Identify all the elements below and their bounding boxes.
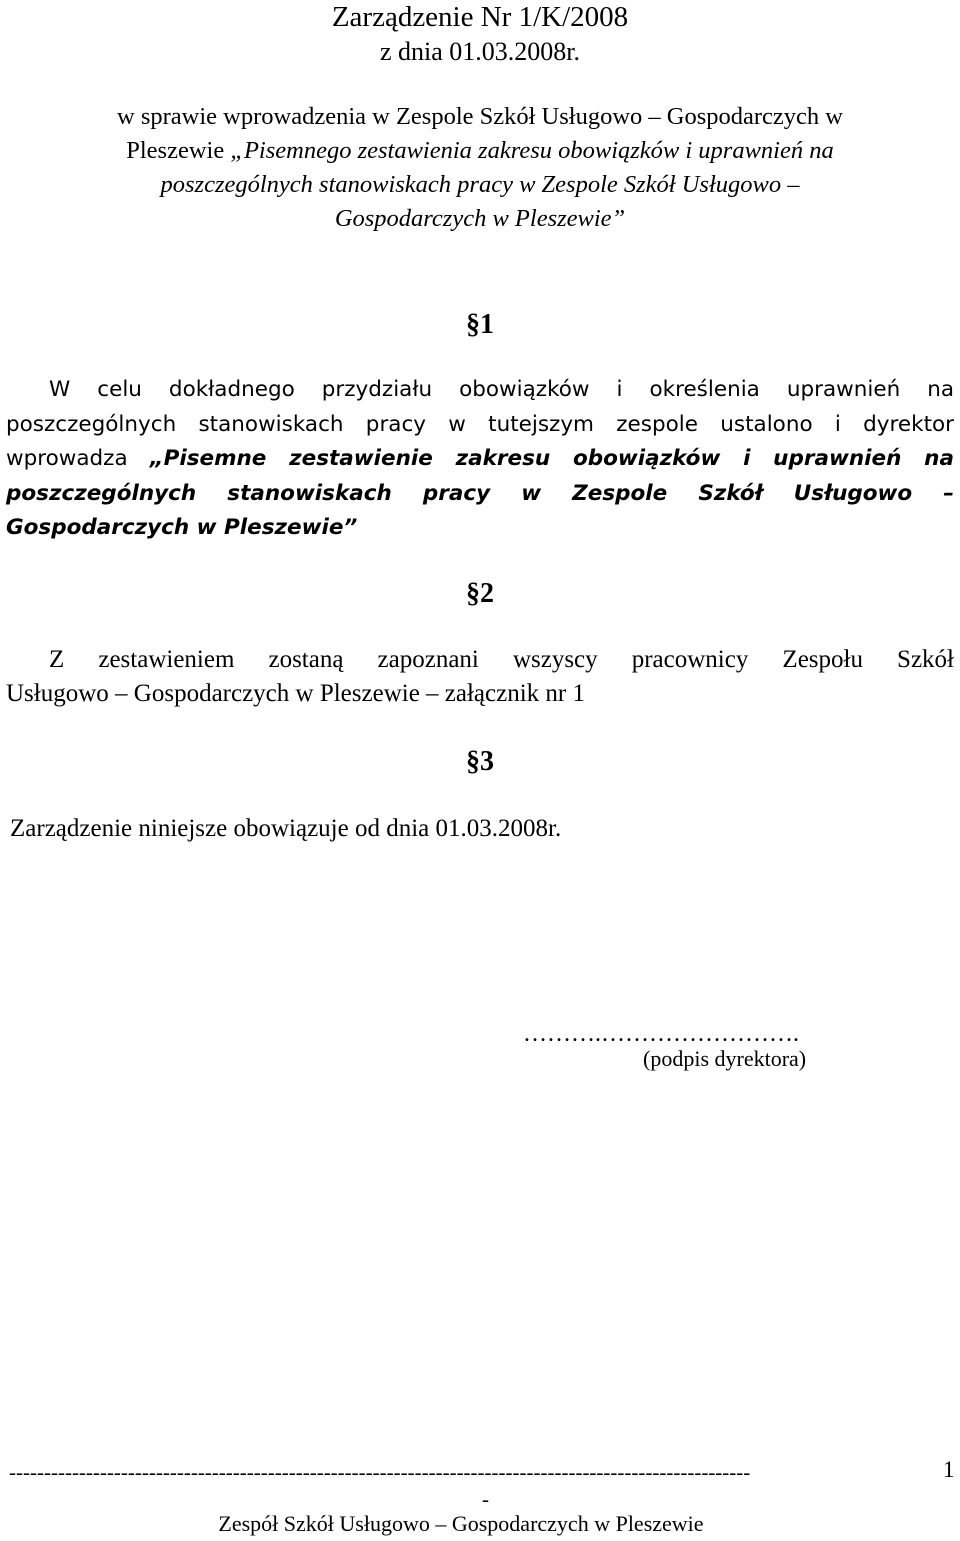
subject-line-2-plain: Pleszewie: [126, 137, 231, 164]
section-1-symbol: §1: [466, 309, 494, 340]
subject-line-2-italic: „Pisemnego zestawienia zakresu obowiązków i uprawnień na: [230, 137, 834, 164]
section-1-line-3-plain: wprowadza: [6, 446, 150, 472]
signature-caption: (podpis dyrektora): [643, 1046, 807, 1071]
subject-line-4: Gospodarczych w Pleszewie”: [334, 205, 626, 232]
section-1-paragraph: [6, 373, 954, 546]
section-3-text: Zarządzenie niniejsze obowiązuje od dnia 01.03.2008r.: [10, 815, 562, 842]
subject-line-2: [0, 134, 960, 168]
section-1-line-1: W celu dokładnego przydziału obowiązków i określenia uprawnień na: [49, 377, 954, 402]
document-title: Zarządzenie Nr 1/K/2008: [331, 1, 629, 33]
subject-line-3: poszczególnych stanowiskach pracy w Zespole Szkół Usługowo –: [160, 171, 800, 198]
footer-separator: ----------------------------------------------------------------------------------------------------------: [9, 1460, 751, 1484]
section-1-line-3-italic: „Pisemne zestawienie zakresu obowiązków i uprawnień na: [149, 446, 954, 472]
footer-dash: -: [482, 1487, 489, 1511]
page-number: 1: [943, 1457, 955, 1482]
section-1-line-5: Gospodarczych w Pleszewie”: [6, 515, 358, 541]
document-subject: [0, 100, 960, 236]
footer-school-name: Zespół Szkół Usługowo – Gospodarczych w Pleszewie: [218, 1511, 704, 1536]
section-2-line-2: Usługowo – Gospodarczych w Pleszewie – załącznik nr 1: [6, 680, 585, 707]
subject-line-1: w sprawie wprowadzenia w Zespole Szkół Usługowo – Gospodarczych w: [117, 103, 843, 130]
section-2-paragraph: [6, 643, 954, 711]
signature-line: ……….…………………….: [523, 1021, 799, 1047]
section-3-symbol: §3: [466, 746, 494, 777]
document-date: z dnia 01.03.2008r.: [379, 37, 581, 66]
section-1-line-3: [6, 442, 954, 477]
section-2-symbol: §2: [466, 578, 494, 609]
section-2-line-1: Z zestawieniem zostaną zapoznani wszyscy pracownicy Zespołu Szkół: [49, 646, 954, 673]
section-1-line-2: poszczególnych stanowiskach pracy w tutejszym zespole ustalono i dyrektor: [6, 411, 954, 437]
section-1-line-4: poszczególnych stanowiskach pracy w Zespole Szkół Usługowo –: [6, 480, 954, 506]
